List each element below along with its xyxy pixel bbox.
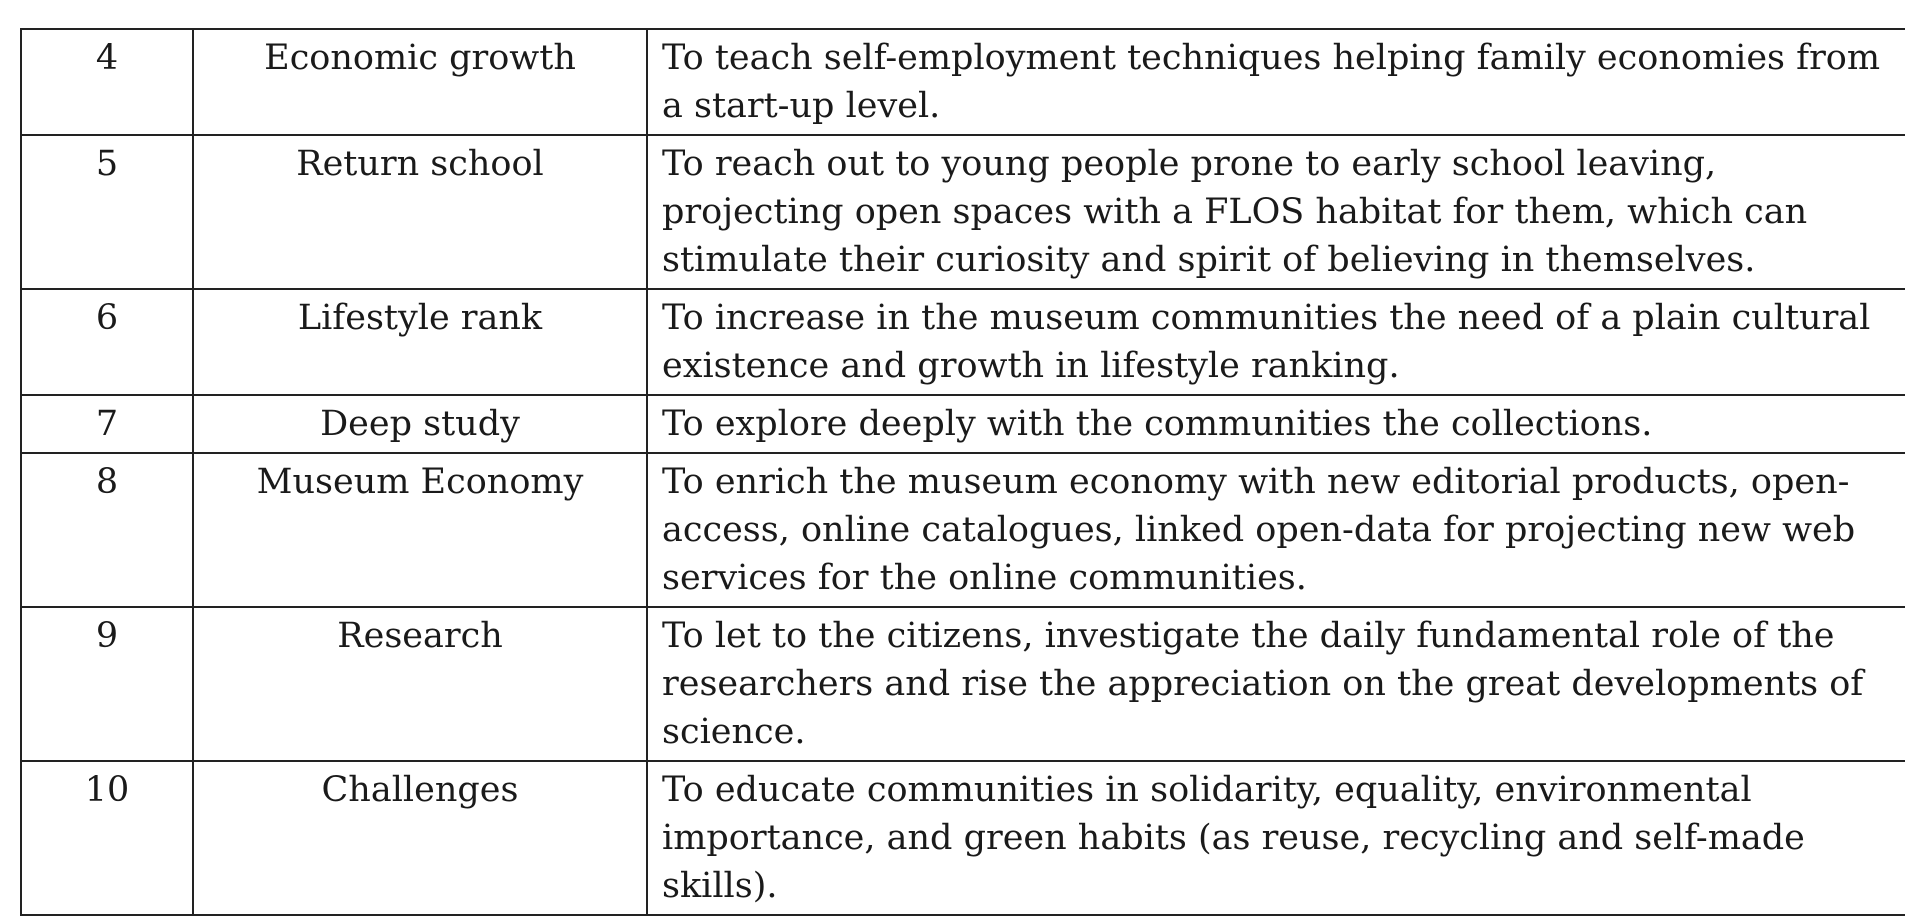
row-number: 6 [21,289,193,395]
row-number: 7 [21,395,193,453]
row-title: Research [193,607,647,761]
row-description: To enrich the museum economy with new editorial products, open-access, online catalogues, linked open-data for projecting new web services for the online communities. [647,453,1905,607]
table-row [21,289,1905,395]
row-number: 5 [21,135,193,289]
row-title: Challenges [193,761,647,915]
row-title: Deep study [193,395,647,453]
row-number: 10 [21,761,193,915]
row-description: To reach out to young people prone to early school leaving, projecting open spaces with a FLOS habitat for them, which can stimulate their curiosity and spirit of believing in themselves. [647,135,1905,289]
row-number: 8 [21,453,193,607]
row-title: Museum Economy [193,453,647,607]
row-description: To teach self-employment techniques helping family economies from a start-up level. [647,29,1905,135]
objectives-table [20,28,1905,916]
row-description: To explore deeply with the communities the collections. [647,395,1905,453]
table-row [21,453,1905,607]
table-row [21,395,1905,453]
table-row [21,761,1905,915]
row-title: Economic growth [193,29,647,135]
row-description: To increase in the museum communities the need of a plain cultural existence and growth in lifestyle ranking. [647,289,1905,395]
table-row [21,607,1905,761]
row-description: To educate communities in solidarity, equality, environmental importance, and green habits (as reuse, recycling and self-made skills). [647,761,1905,915]
objectives-table-container [20,28,1905,916]
table-row [21,135,1905,289]
row-number: 4 [21,29,193,135]
row-description: To let to the citizens, investigate the daily fundamental role of the researchers and rise the appreciation on the great developments of science. [647,607,1905,761]
row-number: 9 [21,607,193,761]
row-title: Return school [193,135,647,289]
row-title: Lifestyle rank [193,289,647,395]
table-row [21,29,1905,135]
